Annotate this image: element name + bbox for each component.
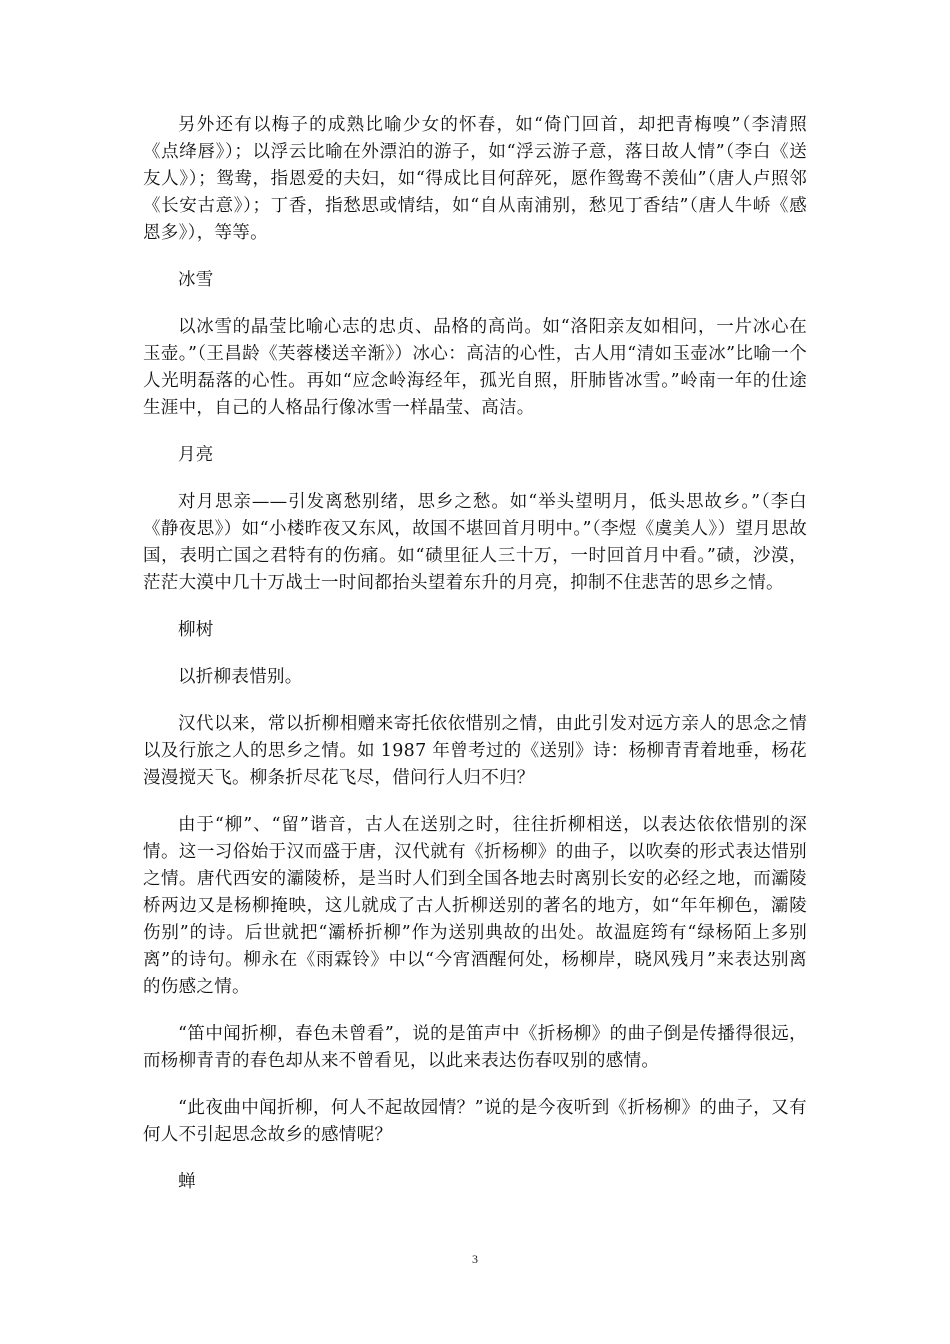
paragraph-willow-han-dynasty: 汉代以来，常以折柳相赠来寄托依依惜别之情，由此引发对远方亲人的思念之情以及行旅之人的思乡之情。如 1987 年曾考过的《送别》诗：杨柳青青着地垂，杨花漫漫搅天飞。柳条折尽花飞尽，借问行人归不归？	[143, 714, 807, 788]
paragraph-willow-homophone: 由于“柳”、“留”谐音，古人在送别之时，往往折柳相送，以表达依依惜别的深情。这一习俗始于汉而盛于唐，汉代就有《折杨柳》的曲子，以吹奏的形式表达惜别之情。唐代西安的灞陵桥，是当时人们到全国各地去时离别长安的必经之地，而灞陵桥两边又是杨柳掩映，这儿就成了古人折柳送别的著名的地方，如“年年柳色，灞陵伤别”的诗。后世就把“灞桥折柳”作为送别典故的出处。故温庭筠有“绿杨陌上多别离”的诗句。柳永在《雨霖铃》中以“今宵酒醒何处，杨柳岸，晓风残月”来表达别离的伤感之情。	[143, 815, 807, 997]
paragraph-willow-tonight: “此夜曲中闻折柳，何人不起故园情？”说的是今夜听到《折杨柳》的曲子，又有何人不引起思念故乡的感情呢？	[143, 1098, 807, 1145]
document-body	[143, 112, 807, 1216]
page-number: 3	[472, 1252, 478, 1266]
paragraph-plum-cloud-metaphors: 另外还有以梅子的成熟比喻少女的怀春，如“倚门回首，却把青梅嗅”（李清照《点绛唇》）；以浮云比喻在外漂泊的游子，如“浮云游子意，落日故人情”（李白《送友人》）；鸳鸯，指恩爱的夫妇，如“得成比目何辞死，愿作鸳鸯不羡仙”（唐人卢照邻《长安古意》）；丁香，指愁思或情结，如“自从南浦别，愁见丁香结”（唐人牛峤《感恩多》），等等。	[143, 115, 807, 243]
section-heading-ice-snow: 冰雪	[178, 270, 214, 290]
paragraph-moon: 对月思亲——引发离愁别绪，思乡之愁。如“举头望明月，低头思故乡。”（李白《静夜思》）如“小楼昨夜又东风，故国不堪回首月明中。”（李煜《虞美人》）望月思故国，表明亡国之君特有的伤痛。如“碛里征人三十万，一时回首月中看。”碛，沙漠，茫茫大漠中几十万战士一时间都抬头望着东升的月亮，抑制不住悲苦的思乡之情。	[143, 492, 807, 593]
paragraph-ice-snow: 以冰雪的晶莹比喻心志的忠贞、品格的高尚。如“洛阳亲友如相问，一片冰心在玉壶。”（王昌龄《芙蓉楼送辛渐》）冰心：高洁的心性，古人用“清如玉壶冰”比喻一个人光明磊落的心性。再如“应念岭海经年，孤光自照，肝肺皆冰雪。”岭南一年的仕途生涯中，自己的人格品行像冰雪一样晶莹、高洁。	[143, 317, 807, 418]
paragraph-willow-intro: 以折柳表惜别。	[178, 667, 303, 687]
paragraph-willow-flute: “笛中闻折柳，春色未曾看”，说的是笛声中《折杨柳》的曲子倒是传播得很远，而杨柳青青的春色却从来不曾看见，以此来表达伤春叹别的感情。	[143, 1024, 807, 1071]
section-heading-moon: 月亮	[178, 445, 214, 465]
section-heading-cicada: 蝉	[178, 1172, 196, 1192]
section-heading-willow: 柳树	[178, 620, 214, 640]
